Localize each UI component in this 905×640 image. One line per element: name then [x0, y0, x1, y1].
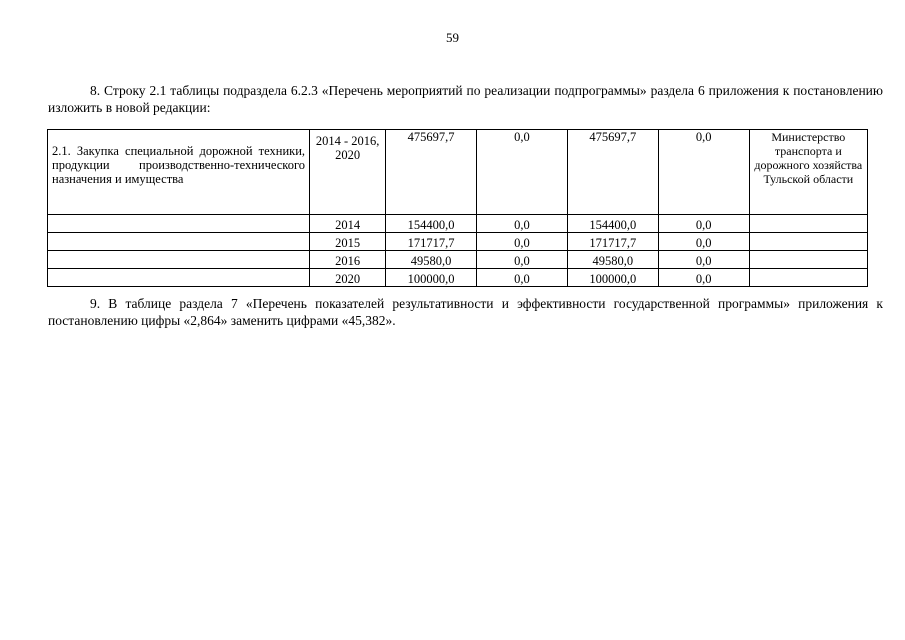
- empty-cell: [749, 233, 867, 251]
- total-cell: 154400,0: [386, 215, 477, 233]
- total-cell: 100000,0: [386, 269, 477, 287]
- other-cell: 0,0: [658, 251, 749, 269]
- federal-cell: 0,0: [477, 233, 568, 251]
- total-cell: 475697,7: [386, 130, 477, 215]
- table-row: [48, 251, 868, 269]
- other-cell: 0,0: [658, 130, 749, 215]
- year-cell: 2015: [310, 233, 386, 251]
- empty-cell: [749, 215, 867, 233]
- total-cell: 171717,7: [386, 233, 477, 251]
- regional-cell: 154400,0: [567, 215, 658, 233]
- federal-cell: 0,0: [477, 215, 568, 233]
- empty-cell: [749, 251, 867, 269]
- years-cell: 2014 - 2016, 2020: [310, 130, 386, 215]
- empty-cell: [48, 215, 310, 233]
- measure-name-cell: 2.1. Закупка специальной дорожной техники, продукции производственно-технического назначения и имущества: [48, 130, 310, 215]
- federal-cell: 0,0: [477, 130, 568, 215]
- table-row: [48, 215, 868, 233]
- regional-cell: 100000,0: [567, 269, 658, 287]
- other-cell: 0,0: [658, 269, 749, 287]
- regional-cell: 49580,0: [567, 251, 658, 269]
- empty-cell: [48, 233, 310, 251]
- federal-cell: 0,0: [477, 251, 568, 269]
- table-row: [48, 269, 868, 287]
- year-cell: 2014: [310, 215, 386, 233]
- paragraph-9: [48, 295, 883, 329]
- regional-cell: 475697,7: [567, 130, 658, 215]
- table-row: [48, 233, 868, 251]
- executor-cell: Министерство транспорта и дорожного хозяйства Тульской области: [749, 130, 867, 215]
- empty-cell: [749, 269, 867, 287]
- regional-cell: 171717,7: [567, 233, 658, 251]
- year-cell: 2020: [310, 269, 386, 287]
- paragraph-8-text: 8. Строку 2.1 таблицы подраздела 6.2.3 «Перечень мероприятий по реализации подпрограммы» раздела 6 приложения к постановлению изложить в новой редакции:: [48, 83, 883, 115]
- federal-cell: 0,0: [477, 269, 568, 287]
- year-cell: 2016: [310, 251, 386, 269]
- empty-cell: [48, 269, 310, 287]
- other-cell: 0,0: [658, 233, 749, 251]
- other-cell: 0,0: [658, 215, 749, 233]
- page-number: 59: [446, 30, 459, 45]
- table-row-main: [48, 130, 868, 215]
- empty-cell: [48, 251, 310, 269]
- measures-table: [47, 129, 868, 287]
- paragraph-9-text: 9. В таблице раздела 7 «Перечень показателей результативности и эффективности государственной программы» приложения к постановлению цифры «2,864» заменить цифрами «45,382».: [48, 296, 883, 328]
- paragraph-8: [48, 82, 883, 116]
- total-cell: 49580,0: [386, 251, 477, 269]
